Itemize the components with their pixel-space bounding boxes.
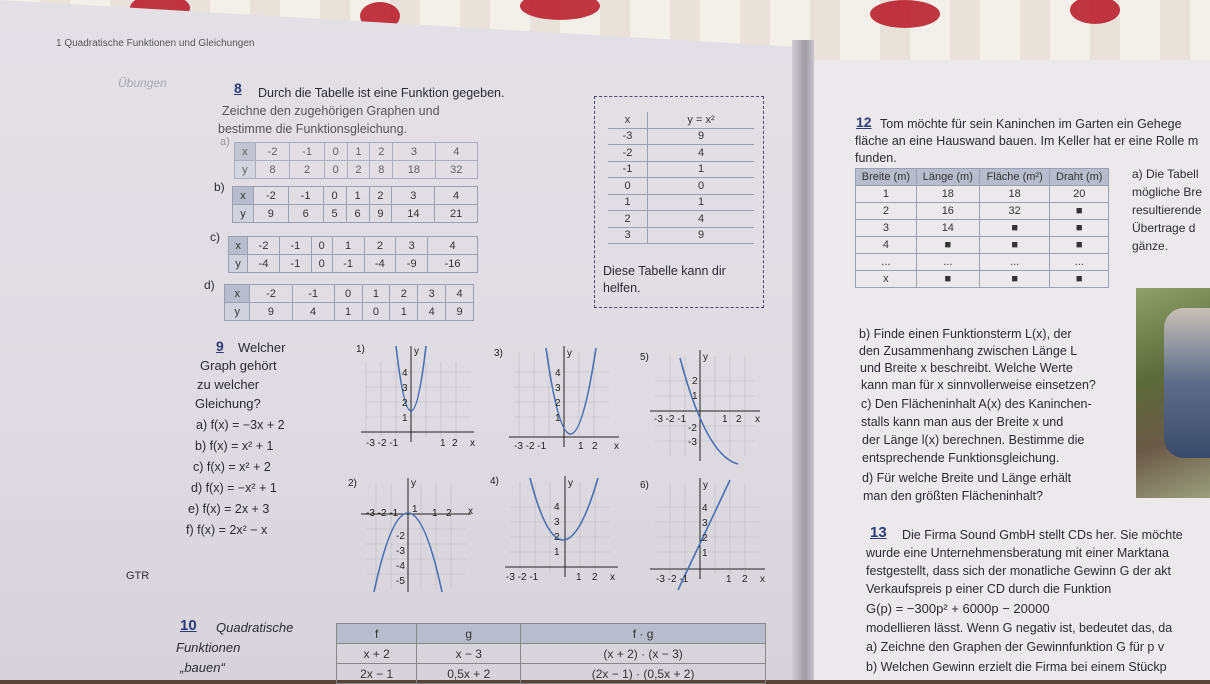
graph-5	[640, 346, 770, 466]
task13-formula: G(p) = −300p² + 6000p − 20000	[866, 601, 1050, 616]
svg-text:1: 1	[576, 572, 582, 583]
svg-text:2: 2	[554, 532, 560, 543]
helper-caption-1: Diese Tabelle kann dir	[603, 264, 726, 278]
helper-caption-2: helfen.	[603, 281, 641, 295]
task12-c-3: der Länge l(x) berechnen. Bestimme die	[862, 433, 1085, 447]
svg-text:x: x	[610, 572, 615, 583]
svg-text:3: 3	[555, 383, 561, 394]
task12-side-1: a) Die Tabell	[1132, 167, 1199, 181]
task9-line1: Welcher	[238, 340, 286, 355]
margin-label: Übungen	[118, 76, 167, 90]
task9-line4: Gleichung?	[195, 396, 261, 411]
svg-text:2: 2	[592, 441, 598, 452]
graph-label: 2)	[348, 478, 357, 489]
graph-4	[490, 472, 625, 590]
task13-line3: festgestellt, dass sich der monatliche Gewinn G der akt	[866, 564, 1172, 578]
option-f: f) f(x) = 2x² − x	[186, 523, 268, 537]
task12-b-1: b) Finde einen Funktionsterm L(x), der	[859, 327, 1072, 341]
option-c: c) f(x) = x² + 2	[193, 460, 271, 474]
curve	[530, 478, 598, 540]
svg-text:1: 1	[692, 391, 698, 402]
svg-text:4: 4	[702, 503, 708, 514]
table-d-label: d)	[204, 278, 215, 292]
task13-b: b) Welchen Gewinn erzielt die Firma bei einem Stückp	[866, 660, 1167, 674]
svg-text:1: 1	[726, 574, 732, 585]
task12-line1: Tom möchte für sein Kaninchen im Garten ein Gehege	[880, 117, 1182, 131]
graph-label: 1)	[356, 344, 365, 355]
curve	[546, 348, 596, 434]
table-c-label: c)	[210, 230, 220, 244]
task12-d-1: d) Für welche Breite und Länge erhält	[862, 471, 1072, 485]
task8-line3: bestimme die Funktionsgleichung.	[218, 122, 407, 136]
svg-text:y: y	[703, 480, 708, 491]
graph-label: 3)	[494, 348, 503, 359]
task8-line1: Durch die Tabelle ist eine Funktion gegeben.	[258, 86, 505, 100]
table-c: x -2 -1 0 1 2 3 4 y -4 -1 0 -1 -4 -9 -16	[228, 236, 478, 273]
task9-line2: Graph gehört	[200, 358, 277, 373]
svg-text:1: 1	[554, 547, 560, 558]
task12-line3: funden.	[855, 151, 897, 165]
svg-text:2: 2	[736, 414, 742, 425]
chapter-header: 1 Quadratische Funktionen und Gleichungen	[56, 38, 255, 49]
svg-text:1: 1	[722, 414, 728, 425]
graph-3	[494, 342, 629, 457]
task12-c-4: entsprechende Funktionsgleichung.	[862, 451, 1060, 465]
svg-text:1: 1	[578, 441, 584, 452]
svg-text:x: x	[614, 441, 619, 452]
task-number-8: 8	[234, 80, 242, 96]
rabbit-table: Breite (m) Länge (m) Fläche (m²) Draht (m) 1 18 18 20 2 16 32 ■ 3 14 ■ ■ 4 ■ ■ ■ ... ... ... ... x ■ ■ ■	[855, 168, 1109, 288]
rabbit-photo	[1136, 288, 1210, 498]
fabric-pattern	[870, 0, 940, 28]
task13-line4: Verkaufspreis p einer CD durch die Funktion	[866, 582, 1112, 596]
task-number-13: 13	[870, 524, 887, 541]
svg-text:2: 2	[452, 438, 458, 449]
helper-header-x: x	[608, 112, 648, 128]
svg-text:-5: -5	[396, 576, 405, 587]
svg-text:-3 -2 -1: -3 -2 -1	[656, 574, 689, 585]
svg-text:-3: -3	[396, 546, 405, 557]
task12-b-3: und Breite x beschreibt. Welche Werte	[860, 361, 1073, 375]
option-e: e) f(x) = 2x + 3	[188, 502, 270, 516]
option-b: b) f(x) = x² + 1	[195, 439, 274, 453]
svg-text:-3 -2 -1: -3 -2 -1	[514, 441, 547, 452]
task10-title2: Funktionen	[176, 640, 241, 655]
svg-text:x: x	[755, 414, 760, 425]
svg-text:4: 4	[554, 502, 560, 513]
svg-text:y: y	[567, 348, 572, 359]
table-a: x -2 -1 0 1 2 3 4 y 8 2 0 2 8 18 32	[234, 142, 478, 179]
row-label: x	[225, 285, 250, 303]
row-label: y	[229, 255, 248, 273]
task12-line2: fläche an eine Hauswand bauen. Im Keller hat er eine Rolle m	[855, 134, 1199, 148]
svg-text:2: 2	[402, 398, 408, 409]
svg-text:2: 2	[692, 376, 698, 387]
graph-label: 5)	[640, 352, 649, 363]
svg-text:2: 2	[592, 572, 598, 583]
svg-text:y: y	[411, 478, 416, 489]
option-d: d) f(x) = −x² + 1	[191, 481, 277, 495]
task12-side-5: gänze.	[1132, 239, 1169, 253]
svg-text:-2: -2	[396, 531, 405, 542]
row-label: x	[229, 237, 248, 255]
graph-2	[346, 474, 481, 594]
task8-line2: Zeichne den zugehörigen Graphen und	[222, 104, 440, 118]
table-a-label: a)	[220, 136, 230, 148]
task12-side-2: mögliche Bre	[1132, 185, 1203, 199]
svg-text:-3 -2 -1: -3 -2 -1	[366, 438, 399, 449]
task10-title3: „bauen“	[180, 660, 225, 675]
svg-text:1: 1	[702, 548, 708, 559]
svg-text:3: 3	[554, 517, 560, 528]
task12-side-3: resultierende	[1132, 203, 1202, 217]
svg-text:-3 -2 -1: -3 -2 -1	[366, 508, 399, 519]
task12-c-2: stalls kann man aus der Breite x und	[861, 415, 1064, 429]
fabric-pattern	[520, 0, 600, 20]
task-number-10: 10	[180, 617, 197, 634]
svg-text:x: x	[470, 438, 475, 449]
svg-text:x: x	[468, 506, 473, 517]
task-number-9: 9	[216, 338, 224, 354]
svg-text:1: 1	[440, 438, 446, 449]
svg-text:4: 4	[402, 368, 408, 379]
task-number-12: 12	[856, 114, 872, 130]
svg-text:1: 1	[555, 413, 561, 424]
task13-line5: modellieren lässt. Wenn G negativ ist, bedeutet das, da	[866, 621, 1173, 635]
svg-text:4: 4	[555, 368, 561, 379]
svg-text:x: x	[760, 574, 765, 585]
row-label: x	[233, 187, 254, 205]
svg-text:1: 1	[402, 413, 408, 424]
task12-c-1: c) Den Flächeninhalt A(x) des Kaninchen-	[861, 397, 1092, 411]
row-label: x	[235, 143, 256, 161]
helper-table: x y = x² -3 9 -2 4 -1 1 0 0 1 1 2 4 3 9	[608, 112, 754, 244]
task12-side-4: Übertrage d	[1132, 221, 1196, 235]
task10-title1: Quadratische	[216, 620, 294, 635]
svg-text:-3: -3	[688, 437, 697, 448]
book-gutter	[792, 40, 814, 680]
svg-text:2: 2	[742, 574, 748, 585]
graph-6	[640, 474, 775, 592]
graph-label: 6)	[640, 480, 649, 491]
svg-text:y: y	[703, 352, 708, 363]
svg-text:1: 1	[432, 508, 438, 519]
table-d: x -2 -1 0 1 2 3 4 y 9 4 1 0 1 4 9	[224, 284, 474, 321]
gtr-label: GTR	[126, 570, 150, 582]
svg-text:-3 -2 -1: -3 -2 -1	[654, 414, 687, 425]
svg-text:y: y	[568, 478, 573, 489]
svg-text:3: 3	[702, 518, 708, 529]
task12-b-4: kann man für x sinnvollerweise einsetzen?	[861, 378, 1096, 392]
row-label: y	[233, 205, 254, 223]
helper-header-y: y = x²	[648, 112, 754, 128]
svg-text:-3 -2 -1: -3 -2 -1	[506, 572, 539, 583]
svg-text:2: 2	[446, 508, 452, 519]
fg-table: f g f · g x + 2 x − 3 (x + 2) · (x − 3) 2x − 1 0,5x + 2 (2x − 1) · (0,5x + 2)	[336, 623, 766, 684]
svg-text:3: 3	[402, 383, 408, 394]
table-b-label: b)	[214, 180, 225, 194]
svg-text:2: 2	[702, 533, 708, 544]
graph-label: 4)	[490, 476, 499, 487]
row-label: y	[235, 161, 256, 179]
option-a: a) f(x) = −3x + 2	[196, 418, 285, 432]
svg-text:2: 2	[555, 398, 561, 409]
svg-text:-4: -4	[396, 561, 405, 572]
graph-1	[356, 342, 486, 457]
fabric-pattern	[1070, 0, 1120, 24]
person-image	[1164, 308, 1210, 458]
task13-line2: wurde eine Unternehmensberatung mit einer Marktana	[866, 546, 1169, 560]
task13-line1: Die Firma Sound GmbH stellt CDs her. Sie möchte	[902, 528, 1183, 542]
svg-text:-2: -2	[688, 423, 697, 434]
svg-text:1: 1	[412, 504, 418, 515]
task12-d-2: man den größten Flächeninhalt?	[863, 489, 1043, 503]
row-label: y	[225, 303, 250, 321]
task9-line3: zu welcher	[197, 377, 260, 392]
table-b: x -2 -1 0 1 2 3 4 y 9 6 5 6 9 14 21	[232, 186, 478, 223]
task13-a: a) Zeichne den Graphen der Gewinnfunktion G für p v	[866, 640, 1165, 654]
task12-b-2: den Zusammenhang zwischen Länge L	[859, 344, 1078, 358]
svg-text:y: y	[414, 346, 419, 357]
